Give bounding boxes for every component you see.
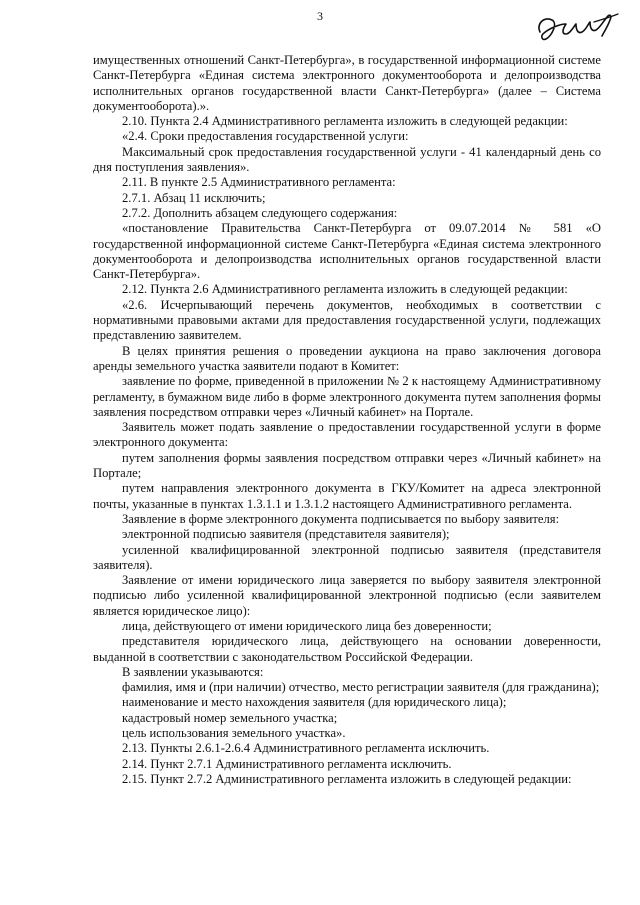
paragraph-signed: Заявление в форме электронного документа подписывается по выбору заявителя:: [122, 511, 560, 526]
paragraph-continuation: имущественных отношений Санкт-Петербурга», в государственной информационной системе Санкт-Петербурга «Единая система электронного документооборота и делопроизводства исполнительных органов государственной власти Санкт-Петербурга» (далее – Система документооборота).».: [93, 53, 601, 113]
paragraph-2-10: 2.10. Пункта 2.4 Административного регламента изложить в следующей редакции:: [122, 114, 568, 129]
paragraph-full-name: фамилия, имя и (при наличии) отчество, место регистрации заявителя (для гражданина);: [122, 680, 600, 695]
paragraph-max-term: Максимальный срок предоставления государственной услуги - 41 календарный день со дня поступления заявления».: [93, 144, 601, 175]
page-number: 3: [317, 9, 323, 23]
paragraph-2-6: «2.6. Исчерпывающий перечень документов, необходимых в соответствии с нормативными правовыми актами для предоставления государственной услуги, подлежащих представлению заявителем.: [93, 297, 601, 343]
paragraph-purpose: цель использования земельного участка».: [122, 726, 346, 741]
paragraph-2-11: 2.11. В пункте 2.5 Административного регламента:: [122, 175, 396, 190]
paragraph-resolution: «постановление Правительства Санкт-Петербурга от 09.07.2014 № 581 «О государственной информационной системе Санкт-Петербурга «Единая система электронного документооборота и делопроизводства исполнительных органов государственной власти Санкт-Петербурга».: [93, 221, 601, 282]
paragraph-legal-entity: Заявление от имени юридического лица заверяется по выбору заявителя электронной подписью либо усиленной квалифицированной электронной подписью (если заявителем является юридическое лицо):: [93, 573, 601, 618]
paragraph-application-form: заявление по форме, приведенной в приложении № 2 к настоящему Административному регламенту, в бумажном виде либо в форме электронного документа путем заполнения формы заявления посредством отправки через «Личный кабинет» на Портале.: [93, 374, 601, 419]
paragraph-2-7-1: 2.7.1. Абзац 11 исключить;: [122, 190, 266, 205]
paragraph-entity-name: наименование и место нахождения заявителя (для юридического лица);: [122, 695, 507, 710]
paragraph-without-proxy: лица, действующего от имени юридического лица без доверенности;: [122, 618, 492, 633]
paragraph-2-4-title: «2.4. Сроки предоставления государственной услуги:: [122, 129, 409, 144]
paragraph-portal: путем заполнения формы заявления посредством отправки через «Личный кабинет» на Портале;: [93, 450, 601, 481]
paragraph-specified: В заявлении указываются:: [122, 664, 264, 679]
paragraph-auction: В целях принятия решения о проведении аукциона на право заключения договора аренды земельного участка заявители подают в Комитет:: [93, 343, 601, 373]
paragraph-2-7-2: 2.7.2. Дополнить абзацем следующего содержания:: [122, 205, 398, 220]
handwritten-signature: [532, 6, 622, 46]
paragraph-qualified-signature: усиленной квалифицированной электронной подписью заявителя (представителя заявителя).: [93, 542, 601, 572]
paragraph-electronic-submission: Заявитель может подать заявление о предоставлении государственной услуги в форме электронного документа:: [93, 420, 601, 450]
paragraph-email: путем направления электронного документа в ГКУ/Комитет на адреса электронной почты, указанные в пунктах 1.3.1.1 и 1.3.1.2 настоящего Административного регламента.: [93, 481, 601, 511]
paragraph-2-12: 2.12. Пункта 2.6 Административного регламента изложить в следующей редакции:: [122, 282, 568, 297]
paragraph-cadastral: кадастровый номер земельного участка;: [122, 710, 338, 725]
paragraph-e-signature: электронной подписью заявителя (представителя заявителя);: [122, 527, 450, 542]
paragraph-2-15: 2.15. Пункт 2.7.2 Административного регламента изложить в следующей редакции:: [122, 771, 572, 786]
paragraph-2-13: 2.13. Пункты 2.6.1-2.6.4 Административного регламента исключить.: [122, 741, 490, 756]
paragraph-representative: представителя юридического лица, действующего на основании доверенности, выданной в соответствии с законодательством Российской Федерации.: [93, 634, 601, 664]
document-body: [93, 53, 601, 787]
paragraph-2-14: 2.14. Пункт 2.7.1 Административного регламента исключить.: [122, 756, 452, 771]
